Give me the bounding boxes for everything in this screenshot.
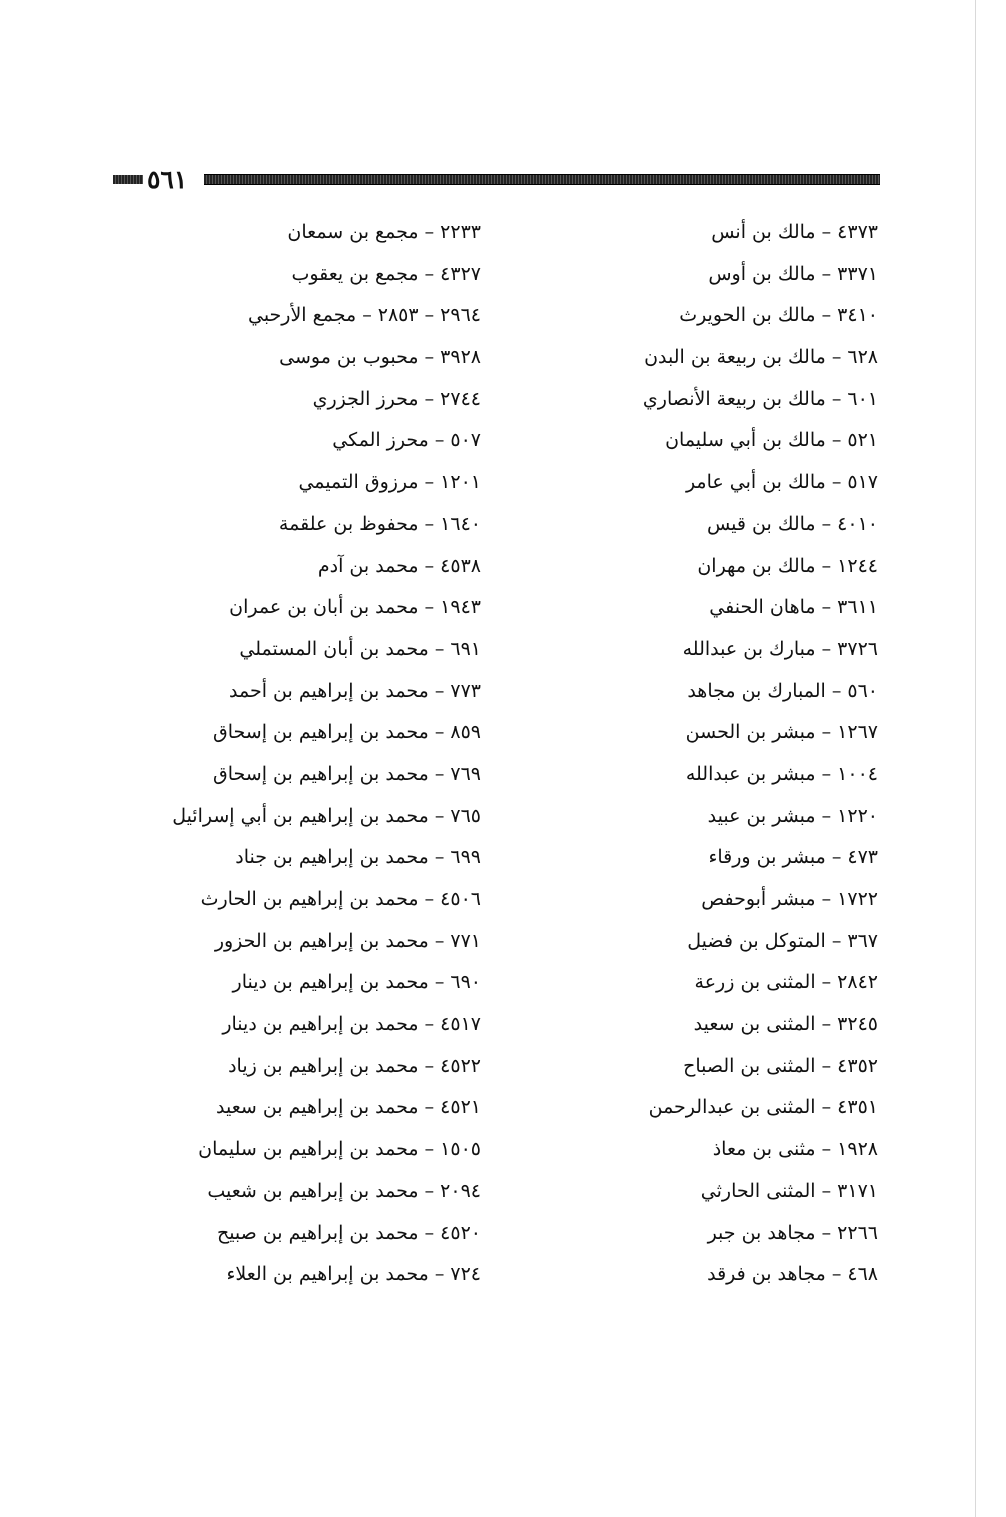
index-entry: ١٥٠٥ – محمد بن إبراهيم بن سليمان	[198, 1138, 481, 1161]
index-entry: ٢٨٤٢ – المثنى بن زرعة	[694, 971, 878, 994]
index-entry: ٥٦٠ – المبارك بن مجاهد	[687, 679, 878, 702]
index-entry: ٥٠٧ – محرز المكي	[332, 429, 481, 452]
index-entry: ٤٥٢٠ – محمد بن إبراهيم بن صبيح	[216, 1221, 481, 1244]
index-entry: ٣١٧١ – المثنى الحارثي	[700, 1179, 878, 1202]
index-entry: ٧٦٩ – محمد بن إبراهيم بن إسحاق	[213, 762, 481, 785]
index-entry: ٣٢٤٥ – المثنى بن سعيد	[693, 1013, 878, 1036]
index-column-right	[508, 212, 878, 1296]
index-entry: ٢٢٣٣ – مجمع بن سمعان	[287, 221, 481, 243]
index-entry: ٧٦٥ – محمد بن إبراهيم بن أبي إسرائيل	[172, 804, 481, 827]
index-entry: ١٦٤٠ – محفوظ بن علقمة	[278, 512, 481, 535]
index-entry: ٧٧٣ – محمد بن إبراهيم بن أحمد	[229, 679, 481, 702]
index-entry: ٢٩٦٤ – ٢٨٥٣ – مجمع الأرحبي	[247, 304, 481, 327]
index-entry: ٥٢١ – مالك بن أبي سليمان	[665, 429, 878, 452]
index-entry: ٦٩٠ – محمد بن إبراهيم بن دينار	[232, 971, 481, 994]
index-entry: ١٠٠٤ – مبشر بن عبدالله	[685, 762, 878, 785]
index-entry: ٢٧٤٤ – محرز الجزري	[312, 387, 481, 410]
index-entry: ٤٥٣٨ – محمد بن آدم	[317, 554, 481, 577]
header-lead-rule	[113, 175, 143, 184]
index-entry: ٤٣٢٧ – مجمع بن يعقوب	[291, 262, 481, 285]
index-entry: ٤٠١٠ – مالك بن قيس	[706, 512, 878, 535]
index-entry: ٤٣٧٣ – مالك بن أنس	[711, 221, 878, 243]
index-entry: ١٢٦٧ – مبشر بن الحسن	[685, 721, 878, 744]
index-entry: ٣٦١١ – ماهان الحنفي	[709, 596, 878, 619]
index-entry: ٢٠٩٤ – محمد بن إبراهيم بن شعيب	[207, 1179, 481, 1202]
index-entry: ٤٣٥٢ – المثنى بن الصباح	[683, 1054, 878, 1077]
index-entry: ٣٦٧ – المتوكل بن فضيل	[687, 929, 878, 952]
index-entry: ١٢٢٠ – مبشر بن عبيد	[707, 804, 878, 827]
index-entry: ٤٥٢١ – محمد بن إبراهيم بن سعيد	[216, 1096, 481, 1119]
index-column-left	[111, 212, 481, 1296]
index-entry: ٤٥٢٢ – محمد بن إبراهيم بن زياد	[228, 1054, 481, 1077]
index-entry: ١٢٤٤ – مالك بن مهران	[697, 554, 878, 577]
index-entry: ٣٩٢٨ – محبوب بن موسى	[279, 346, 481, 369]
index-entry: ٦٠١ – مالك بن ربيعة الأنصاري	[642, 387, 878, 410]
index-entry: ١٩٢٨ – مثنى بن معاذ	[712, 1138, 878, 1161]
index-entry: ٤٥١٧ – محمد بن إبراهيم بن دينار	[222, 1013, 481, 1036]
page-header	[113, 166, 880, 194]
index-entry: ١٩٤٣ – محمد بن أبان بن عمران	[229, 596, 481, 619]
page-edge-line	[975, 0, 976, 1517]
index-entry: ٣٣٧١ – مالك بن أوس	[708, 262, 878, 285]
index-entry: ٣٤١٠ – مالك بن الحويرث	[679, 304, 878, 327]
index-entry: ٢٢٦٦ – مجاهد بن جبر	[707, 1221, 878, 1244]
page-number: ٥٦١	[147, 165, 188, 194]
index-entry: ٣٧٢٦ – مبارك بن عبدالله	[682, 637, 878, 660]
index-entry: ١٢٠١ – مرزوق التميمي	[298, 471, 481, 494]
index-entry: ٦٩٩ – محمد بن إبراهيم بن جناد	[235, 846, 481, 869]
index-entry: ٤٣٥١ – المثنى بن عبدالرحمن	[648, 1096, 878, 1119]
index-entry: ٨٥٩ – محمد بن إبراهيم بن إسحاق	[213, 721, 481, 744]
index-entry: ٧٢٤ – محمد بن إبراهيم بن العلاء	[226, 1263, 481, 1286]
index-entry: ١٧٢٢ – مبشر أبوحفص	[701, 888, 878, 910]
index-entry: ٥١٧ – مالك بن أبي عامر	[685, 471, 878, 494]
index-entry: ٤٦٨ – مجاهد بن فرقد	[707, 1263, 878, 1286]
index-entry: ٦٢٨ – مالك بن ربيعة بن البدن	[644, 346, 878, 369]
index-entry: ٤٧٣ – مبشر بن ورقاء	[708, 846, 878, 869]
index-entry: ٦٩١ – محمد بن أبان المستملي	[239, 637, 481, 660]
index-entry: ٤٥٠٦ – محمد بن إبراهيم بن الحارث	[200, 888, 481, 910]
header-rule	[204, 174, 880, 185]
index-entry: ٧٧١ – محمد بن إبراهيم بن الحزور	[214, 929, 481, 952]
